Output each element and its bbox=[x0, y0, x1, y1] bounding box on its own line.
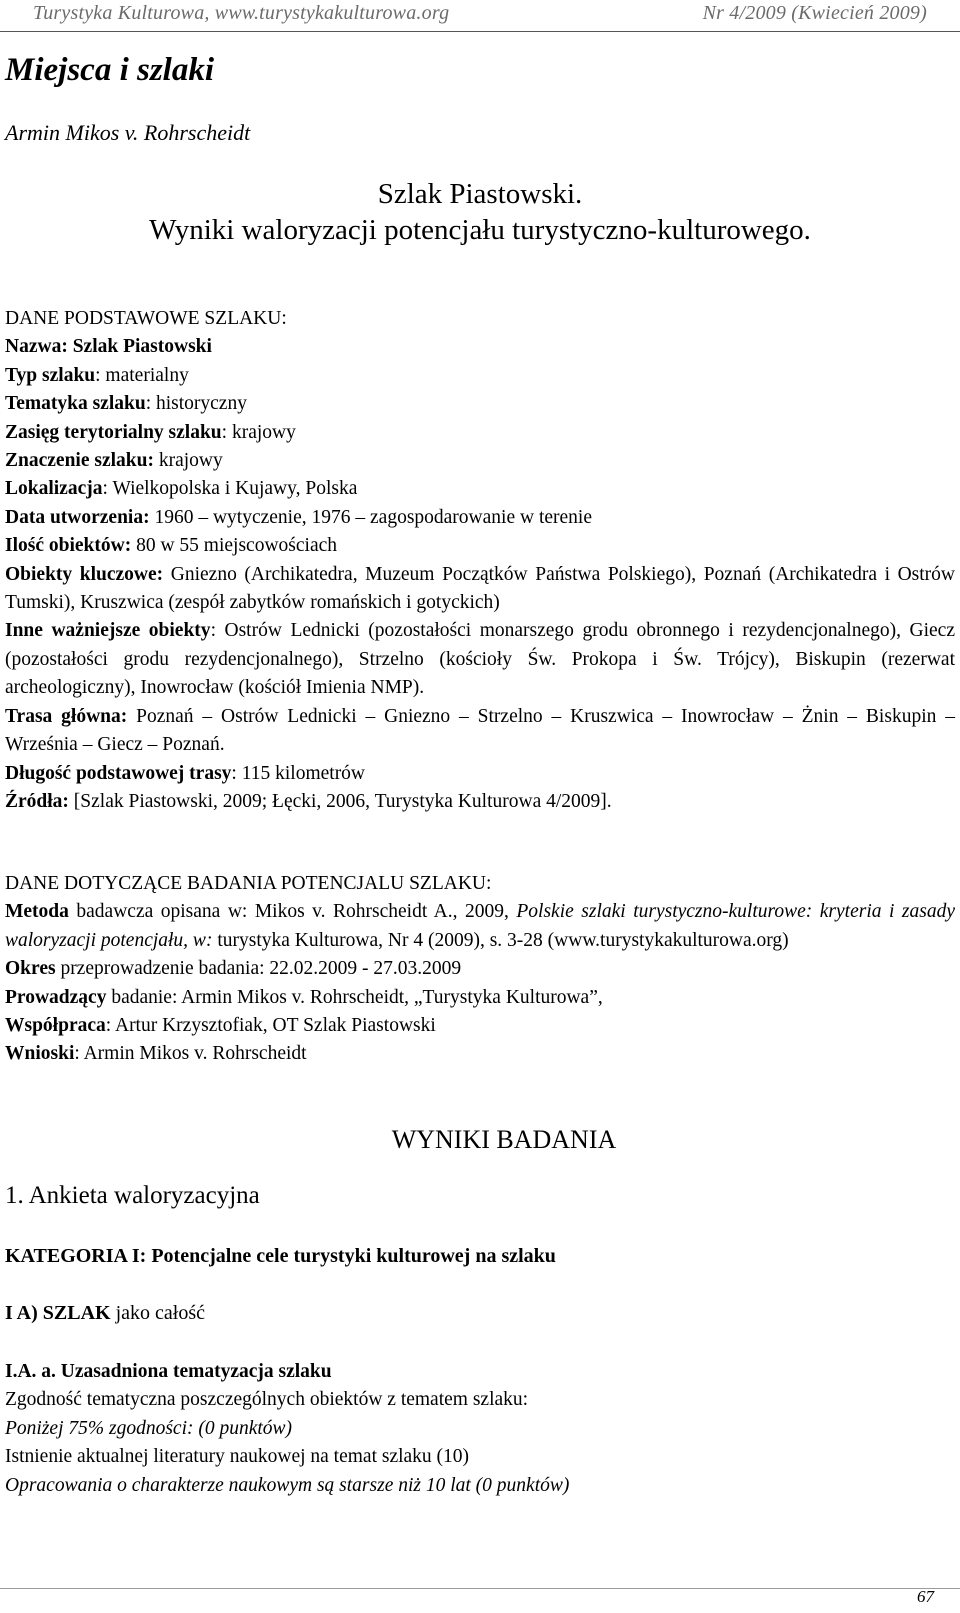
section-title: Miejsca i szlaki bbox=[5, 52, 215, 88]
basic-row-created: Data utworzenia: 1960 – wytyczenie, 1976 – zagospodarowanie w terenie bbox=[5, 506, 592, 528]
research-method: Metoda badawcza opisana w: Mikos v. Rohrscheidt A., 2009, Polskie szlaki turystyczno-kulturowe: kryteria i zasady waloryzacji potencjału, w: turystyka Kulturowa, Nr 4 (2009), s. 3-28 (www.turystykakulturowa.org) bbox=[5, 901, 955, 951]
research-cooperation: Współpraca: Artur Krzysztofiak, OT Szlak Piastowski bbox=[5, 1015, 436, 1037]
article-author: Armin Mikos v. Rohrscheidt bbox=[5, 120, 251, 145]
footer-rule bbox=[0, 1588, 960, 1589]
article-title bbox=[0, 176, 960, 248]
article-title-line2: Wyniki waloryzacji potencjału turystyczno-kulturowego. bbox=[149, 214, 811, 246]
basic-row-theme: Tematyka szlaku: historyczny bbox=[5, 393, 247, 415]
criterion-line-2: Poniżej 75% zgodności: (0 punktów) bbox=[5, 1417, 293, 1439]
subcategory-heading: I A) SZLAK jako całość bbox=[5, 1302, 205, 1324]
criterion-line-1: Zgodność tematyczna poszczególnych obiektów z tematem szlaku: bbox=[5, 1389, 529, 1411]
criterion-line-4: Opracowania o charakterze naukowym są starsze niż 10 lat (0 punktów) bbox=[5, 1474, 570, 1496]
criterion-line-3: Istnienie aktualnej literatury naukowej na temat szlaku (10) bbox=[5, 1446, 470, 1468]
header-issue: Nr 4/2009 (Kwiecień 2009) bbox=[702, 2, 927, 24]
criterion-heading: I.A. a. Uzasadniona tematyzacja szlaku bbox=[5, 1361, 332, 1382]
basic-row-main-route: Trasa główna: Poznań – Ostrów Lednicki – Gniezno – Strzelno – Kruszwica – Inowrocław – Żnin – Biskupin – Września – Giecz – Poznań. bbox=[5, 705, 955, 756]
page-number: 67 bbox=[917, 1587, 934, 1606]
basic-row-type: Typ szlaku: materialny bbox=[5, 364, 189, 386]
category-heading: KATEGORIA I: Potencjalne cele turystyki kulturowej na szlaku bbox=[5, 1245, 556, 1267]
basic-row-location: Lokalizacja: Wielkopolska i Kujawy, Polska bbox=[5, 478, 358, 500]
basic-row-objects-count: Ilość obiektów: 80 w 55 miejscowościach bbox=[5, 535, 338, 557]
basic-data-heading: DANE PODSTAWOWE SZLAKU: bbox=[5, 308, 287, 329]
results-heading: WYNIKI BADANIA bbox=[391, 1125, 617, 1154]
basic-row-name: Nazwa: Szlak Piastowski bbox=[5, 336, 212, 358]
research-lead: Prowadzący badanie: Armin Mikos v. Rohrscheidt, „Turystyka Kulturowa”, bbox=[5, 986, 603, 1008]
basic-row-other-objects: Inne ważniejsze obiekty: Ostrów Lednicki (pozostałości monarszego grodu obronnego i rezydencjonalnego), Giecz (pozostałości grodu rezydencjonalnego), Strzelno (kościoły Św. Prokopa i Św. Trójcy), Biskupin (rezerwat archeologiczny), Inowrocław (kościół Imienia NMP). bbox=[5, 620, 955, 699]
research-heading: DANE DOTYCZĄCE BADANIA POTENCJALU SZLAKU: bbox=[5, 873, 492, 894]
basic-row-range: Zasięg terytorialny szlaku: krajowy bbox=[5, 421, 296, 443]
basic-row-sources: Źródła: [Szlak Piastowski, 2009; Łęcki, 2006, Turystyka Kulturowa 4/2009]. bbox=[5, 790, 612, 812]
basic-row-significance: Znaczenie szlaku: krajowy bbox=[5, 450, 223, 472]
research-conclusions: Wnioski: Armin Mikos v. Rohrscheidt bbox=[5, 1043, 307, 1065]
basic-row-length: Długość podstawowej trasy: 115 kilometrów bbox=[5, 762, 366, 784]
basic-data-block bbox=[5, 305, 955, 816]
research-data-block bbox=[5, 870, 955, 1069]
running-header bbox=[0, 0, 960, 32]
basic-row-key-objects: Obiekty kluczowe: Gniezno (Archikatedra, Muzeum Początków Państwa Polskiego), Poznań (Archikatedra i Ostrów Tumski), Kruszwica (zespół zabytków romańskich i gotyckich) bbox=[5, 563, 955, 614]
survey-heading: 1. Ankieta waloryzacyjna bbox=[5, 1182, 260, 1209]
criterion-block bbox=[5, 1358, 955, 1500]
article-title-line1: Szlak Piastowski. bbox=[377, 178, 583, 210]
research-period: Okres przeprowadzenie badania: 22.02.2009 - 27.03.2009 bbox=[5, 958, 462, 980]
header-journal: Turystyka Kulturowa, www.turystykakulturowa.org bbox=[33, 2, 450, 24]
